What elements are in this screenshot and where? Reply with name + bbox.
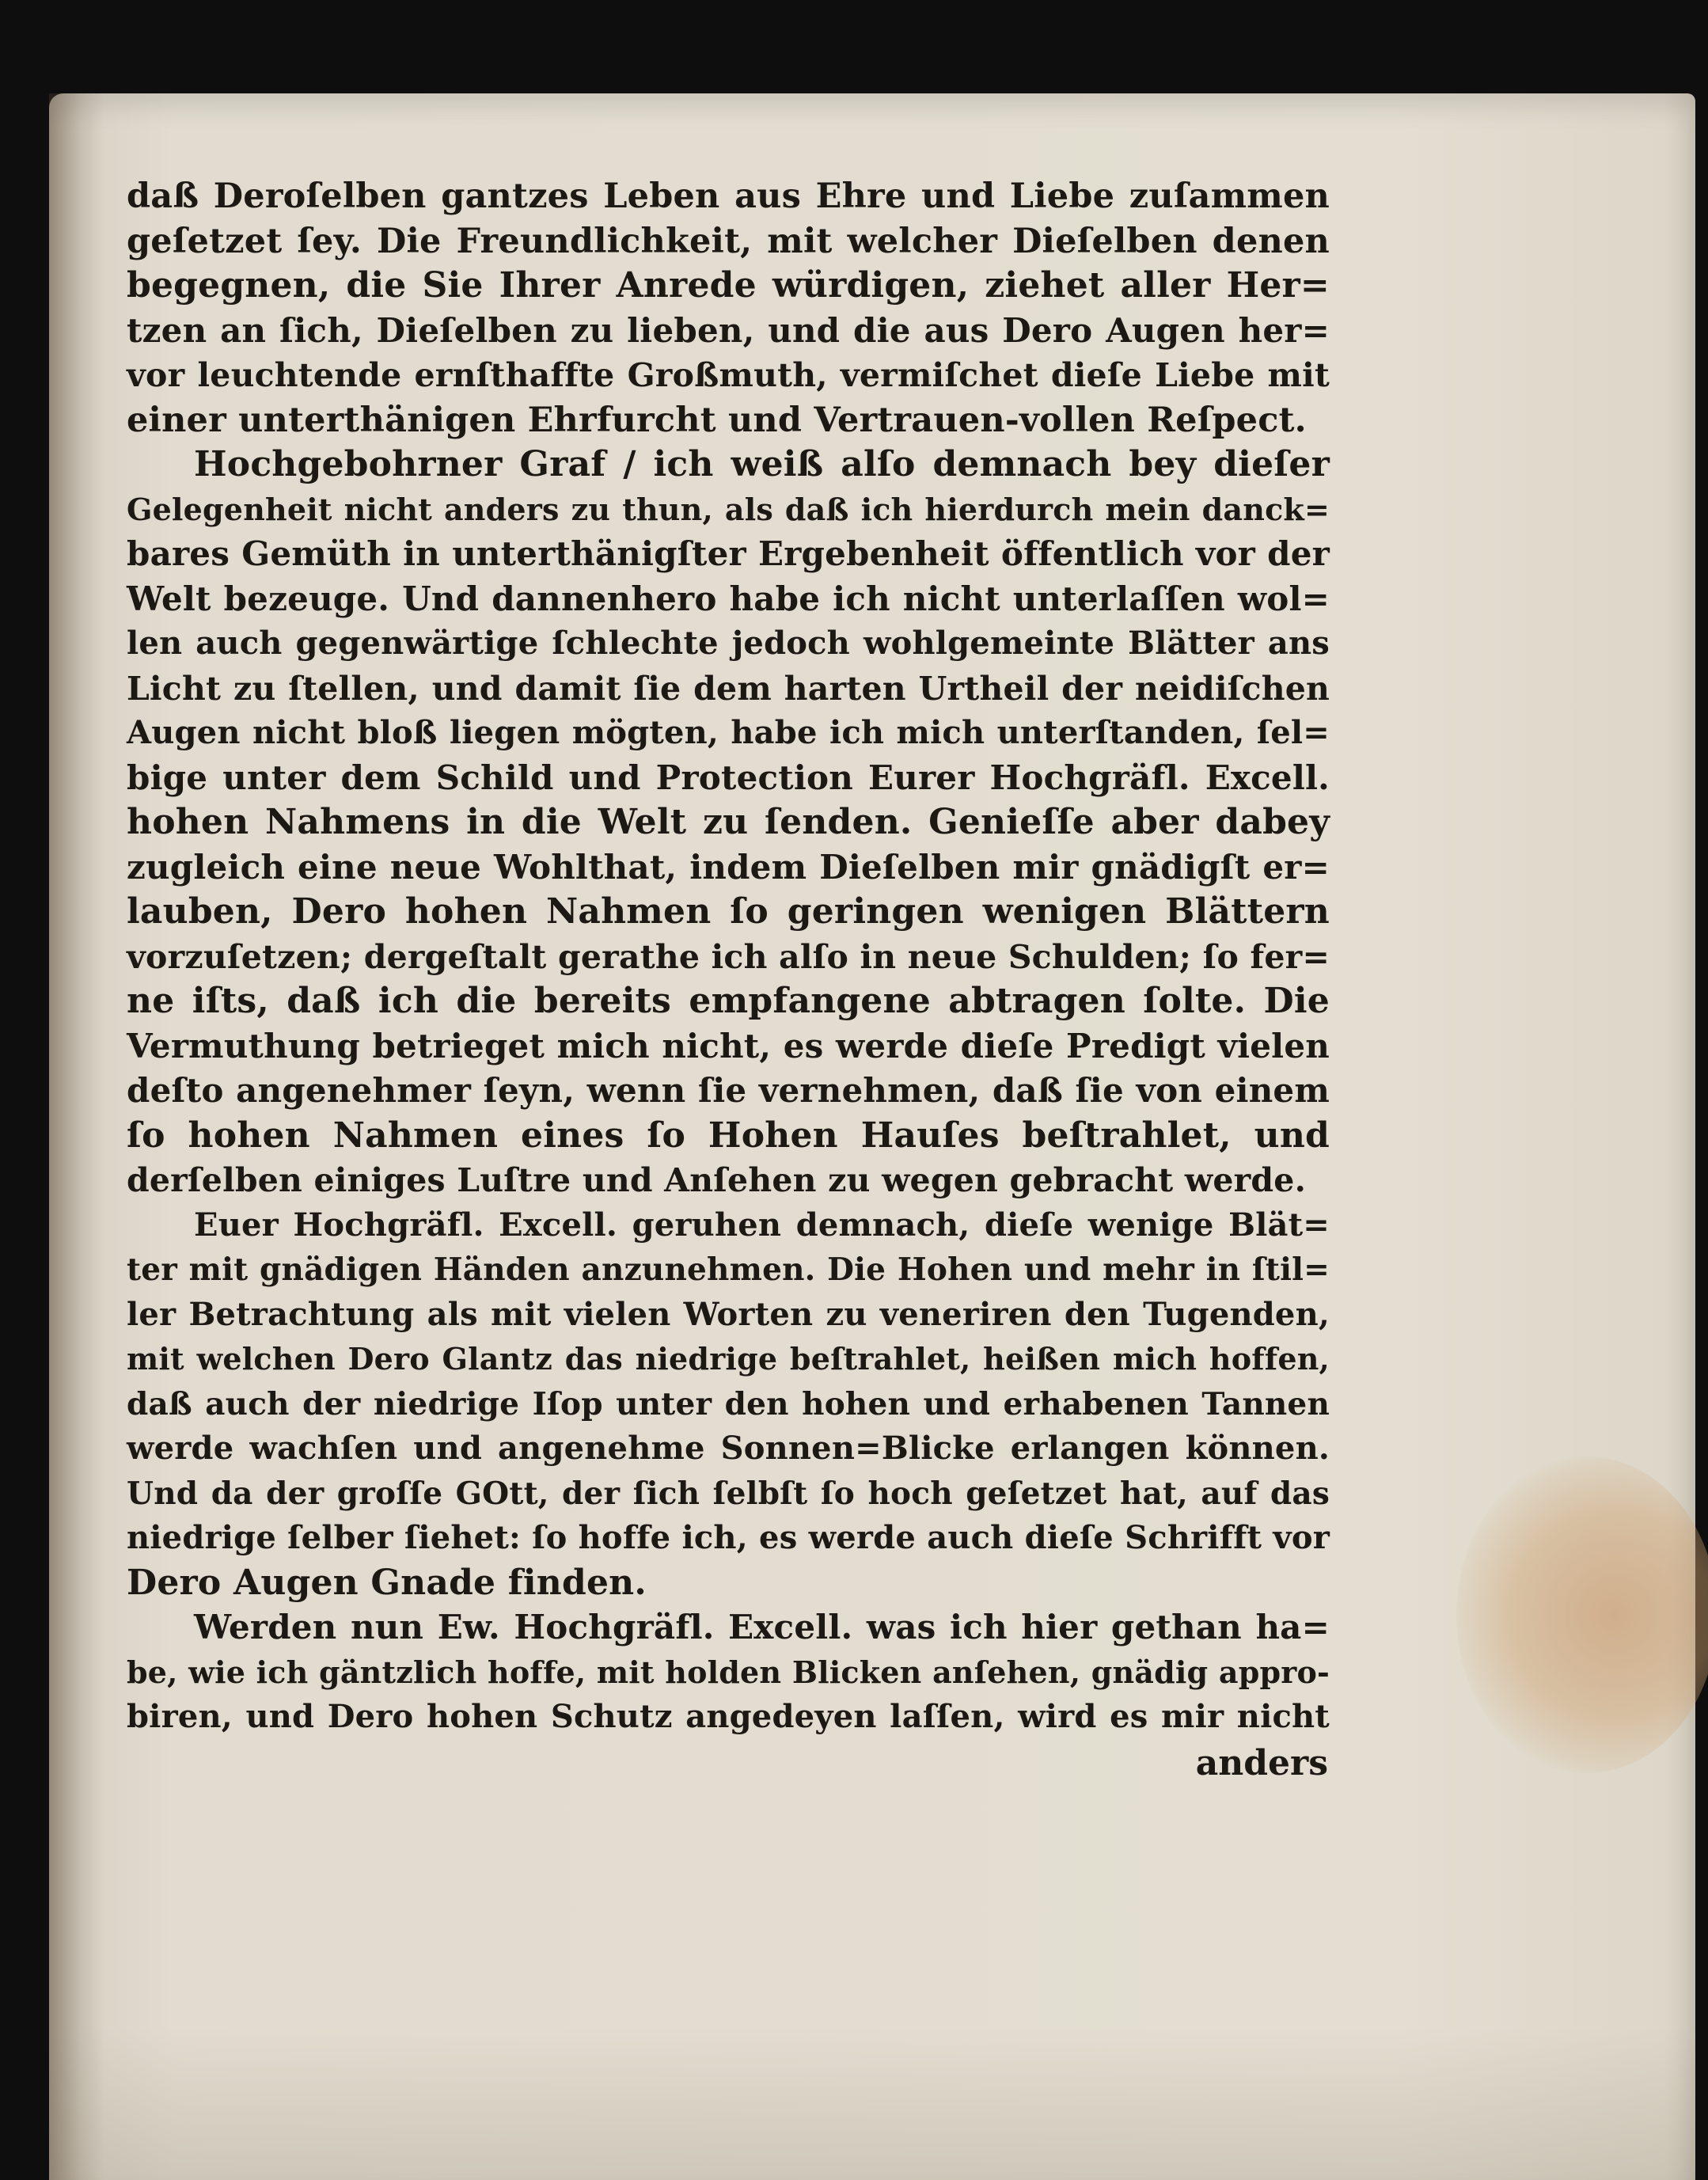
text-line: Gelegenheit nicht anders zu thun, als daß ich hierdurch mein danck= [127, 491, 1330, 527]
text-line: biren, und Dero hohen Schutz angedeyen laſſen, wird es mir nicht [127, 1698, 1330, 1735]
text-line: hohen Nahmens in die Welt zu ſenden. Genieſſe aber dabey [127, 802, 1330, 842]
water-stain [1456, 1456, 1708, 1773]
text-line: niedrige ſelber ſiehet: ſo hoffe ich, es werde auch dieſe Schrifft vor [127, 1519, 1330, 1556]
text-line: lauben, Dero hohen Nahmen ſo geringen wenigen Blättern [127, 891, 1330, 932]
text-line: ne iſts, daß ich die bereits empfangene abtragen ſolte. Die [127, 981, 1330, 1021]
text-line: Werden nun Ew. Hochgräfl. Excell. was ich hier gethan ha= [194, 1608, 1330, 1646]
text-line: ler Betrachtung als mit vielen Worten zu veneriren den Tugenden, [127, 1295, 1330, 1333]
text-line: ter mit gnädigen Händen anzunehmen. Die Hohen und mehr in ſtil= [127, 1251, 1330, 1288]
text-line: len auch gegenwärtige ſchlechte jedoch wohlgemeinte Blätter ans [127, 625, 1330, 662]
dedication-text [127, 174, 1330, 1740]
text-line: zugleich eine neue Wohlthat, indem Dieſelben mir gnädigſt er= [127, 847, 1330, 887]
text-line: bares Gemüth in unterthänigſter Ergebenheit öffentlich vor der [127, 534, 1330, 573]
text-line: Welt bezeuge. Und dannenhero habe ich nicht unterlaſſen wol= [127, 579, 1330, 618]
text-line: mit welchen Dero Glantz das niedrige beſtrahlet, heißen mich hoffen, [127, 1341, 1330, 1377]
page-gutter-shadow [49, 93, 104, 2180]
text-line: vorzuſetzen; dergeſtalt gerathe ich alſo in neue Schulden; ſo fer= [127, 937, 1330, 976]
text-line: Euer Hochgräfl. Excell. geruhen demnach, dieſe wenige Blät= [194, 1206, 1330, 1244]
text-line: Hochgebohrner Graf / ich weiß alſo demnach bey dieſer [194, 444, 1330, 484]
text-line: einer unterthänigen Ehrfurcht und Vertrauen-vollen Reſpect. [127, 400, 1307, 440]
text-line: Vermuthung betrieget mich nicht, es werde dieſe Predigt vielen [127, 1026, 1330, 1065]
text-line: derſelben einiges Luſtre und Anſehen zu wegen gebracht werde. [127, 1161, 1307, 1199]
text-line: bige unter dem Schild und Protection Eurer Hochgräfl. Excell. [127, 758, 1330, 797]
text-line: ſo hohen Nahmen eines ſo Hohen Hauſes beſtrahlet, und [127, 1115, 1330, 1156]
text-line: werde wachſen und angenehme Sonnen=Blicke erlangen können. [127, 1430, 1330, 1467]
page-bottom-shadow [49, 2026, 1695, 2180]
text-line: Licht zu ſtellen, und damit ſie dem harten Urtheil der neidiſchen [127, 669, 1330, 708]
text-line: tzen an ſich, Dieſelben zu lieben, und die aus Dero Augen her= [127, 310, 1330, 350]
text-line: daß Deroſelben gantzes Leben aus Ehre und Liebe zuſammen [127, 177, 1330, 216]
text-line: daß auch der niedrige Iſop unter den hohen und erhabenen Tannen [127, 1385, 1330, 1422]
text-line: be, wie ich gäntzlich hoffe, mit holden Blicken anſehen, gnädig appro- [127, 1654, 1330, 1690]
text-line: deſto angenehmer ſeyn, wenn ſie vernehmen, daß ſie von einem [127, 1071, 1330, 1110]
text-line: geſetzet ſey. Die Freundlichkeit, mit welcher Dieſelben denen [127, 221, 1330, 261]
text-line: begegnen, die Sie Ihrer Anrede würdigen, ziehet aller Her= [127, 265, 1330, 306]
text-line: Dero Augen Gnade finden. [127, 1562, 647, 1603]
text-line: vor leuchtende ernſthaffte Großmuth, vermiſchet dieſe Liebe mit [127, 356, 1330, 394]
catchword: anders [1195, 1743, 1328, 1783]
text-line: Augen nicht bloß liegen mögten, habe ich mich unterſtanden, ſel= [127, 714, 1330, 751]
text-line: Und da der groſſe GOtt, der ſich ſelbſt ſo hoch geſetzet hat, auf das [127, 1475, 1330, 1512]
